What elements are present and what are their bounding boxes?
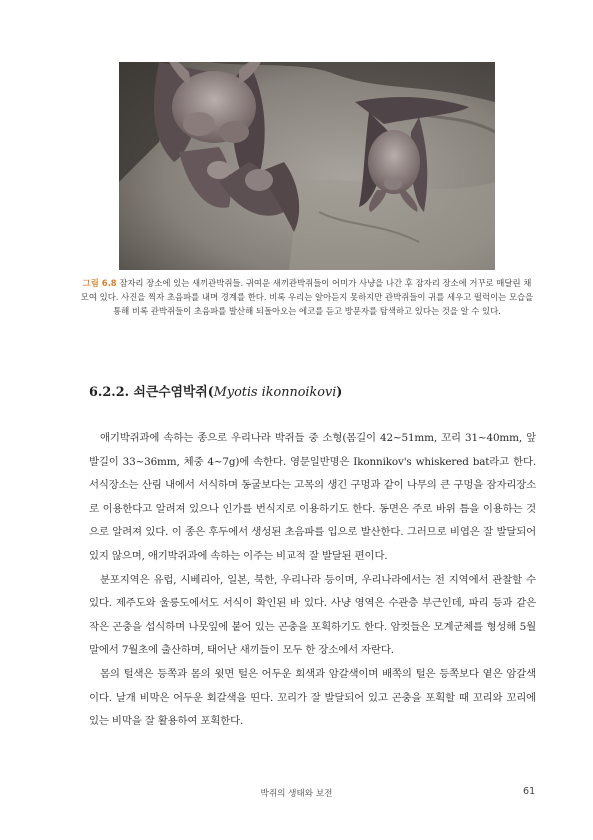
section-heading — [89, 381, 342, 400]
paragraph: 분포지역은 유럽, 시베리아, 일본, 북한, 우리나라 등이며, 우리나라에서는 전 지역에서 관찰할 수 있다. 제주도와 울릉도에서도 서식이 확인된 바 있다. 사냥 영역은 수관층 부근인데, 파리 등과 같은 작은 곤충을 섭식하며 나뭇잎에 붙어 있는 곤충을 포획하기도 한다. 암컷들은 모계군체를 형성해 5월말에서 7월초에 출산하며, 태어난 새끼들이 모두 한 장소에서 자란다. — [89, 573, 536, 657]
figure-caption — [78, 276, 536, 318]
paragraph: 몸의 털색은 등쪽과 몸의 윗면 털은 어두운 회색과 암갈색이며 배쪽의 털은 등쪽보다 옅은 암갈색이다. 날개 비막은 어두운 회갈색을 띤다. 꼬리가 잘 발달되어 있고 곤충을 포획할 때 꼬리와 꼬리에 있는 비막을 잘 활용하여 포획한다. — [89, 667, 536, 728]
bat-photo — [119, 62, 495, 270]
section-number-title: 6.2.2. 쇠큰수염박쥐( — [89, 385, 214, 400]
figure-label: 그림 6.8 — [82, 278, 117, 288]
body-text — [89, 427, 536, 734]
figure-caption-text: 잠자리 장소에 있는 새끼관박쥐들. 귀여운 새끼관박쥐들이 어미가 사냥을 나간 후 잠자리 장소에 거꾸로 매달린 채 모여 있다. 사진을 찍자 초음파를 내며 경계를 한다. 비록 우리는 알아듣지 못하지만 관박쥐들이 귀를 세우고 펄럭이는 모습을 통해 비록 관박쥐들이 초음파를 발산해 되돌아오는 에코를 듣고 방문자를 탐색하고 있다는 것을 알 수 있다. — [80, 278, 534, 316]
bat-photo-illustration — [119, 62, 495, 270]
page-number: 61 — [523, 786, 536, 797]
paragraph: 애기박쥐과에 속하는 종으로 우리나라 박쥐들 중 소형(몸길이 42~51mm, 꼬리 31~40mm, 앞발길이 33~36mm, 체중 4~7g)에 속한다. 영문일반명은 Ikonnikov's whiskered bat라고 한다. 서식장소는 산림 내에서 서식하며 동굴보다는 고목의 생긴 구멍과 같이 나무의 큰 구멍을 잠자리장소로 이용한다고 알려져 있으나 인가를 번식지로 이용하기도 한다. 동면은 주로 바위 틈을 이용하는 것으로 알려져 있다. 이 종은 후두에서 생성된 초음파를 입으로 발산한다. 그러므로 비엽은 잘 발달되어 있지 않으며, 애기박쥐과에 속하는 이주는 비교적 잘 발달된 편이다. — [89, 432, 536, 562]
scientific-name: Myotis ikonnoikovi — [213, 385, 337, 400]
section-heading-close: ) — [336, 385, 343, 400]
running-footer-title: 박쥐의 생태와 보전 — [260, 789, 333, 799]
